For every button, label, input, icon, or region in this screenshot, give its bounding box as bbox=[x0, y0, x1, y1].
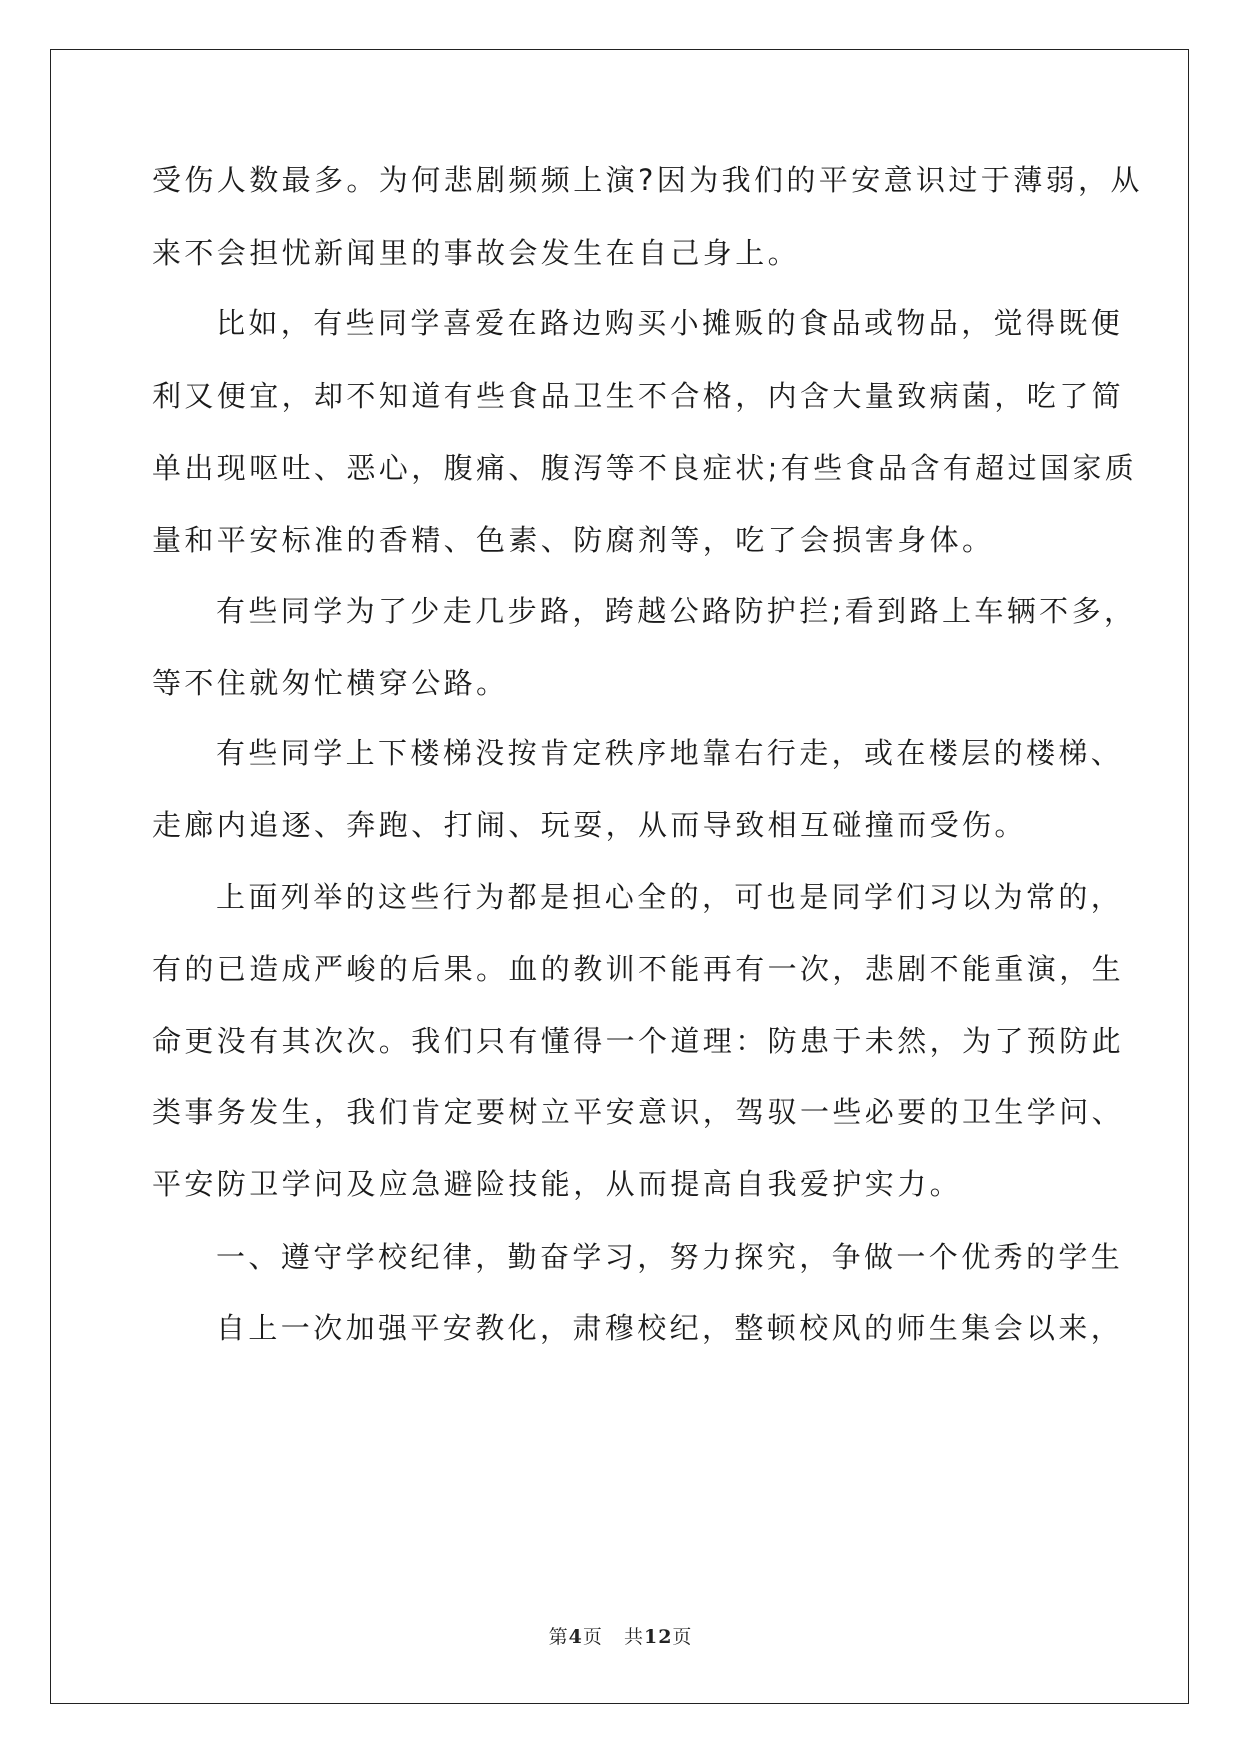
text-line: 一、遵守学校纪律，勤奋学习，努力探究，争做一个优秀的学生 bbox=[216, 1240, 1124, 1274]
text-line: 平安防卫学问及应急避险技能，从而提高自我爱护实力。 bbox=[152, 1167, 963, 1201]
page-border bbox=[50, 49, 1189, 1704]
text-line: 自上一次加强平安教化，肃穆校纪，整顿校风的师生集会以来， bbox=[216, 1311, 1124, 1345]
total-suffix: 页 bbox=[672, 1626, 693, 1648]
page-footer bbox=[0, 1622, 1241, 1649]
text-line: 上面列举的这些行为都是担心全的，可也是同学们习以为常的， bbox=[216, 880, 1124, 914]
text-line: 等不住就匆忙横穿公路。 bbox=[152, 666, 509, 700]
text-line: 有的已造成严峻的后果。血的教训不能再有一次，悲剧不能重演，生 bbox=[152, 952, 1125, 986]
text-line: 有些同学上下楼梯没按肯定秩序地靠右行走，或在楼层的楼梯、 bbox=[216, 736, 1124, 770]
page-number: 4 bbox=[568, 1626, 583, 1648]
text-line: 有些同学为了少走几步路，跨越公路防护拦;看到路上车辆不多， bbox=[216, 594, 1137, 628]
text-line: 类事务发生，我们肯定要树立平安意识，驾驭一些必要的卫生学问、 bbox=[152, 1095, 1125, 1129]
text-line: 比如，有些同学喜爱在路边购买小摊贩的食品或物品，觉得既便 bbox=[216, 306, 1124, 340]
text-line: 单出现呕吐、恶心，腹痛、腹泻等不良症状;有些食品含有超过国家质 bbox=[152, 451, 1138, 485]
page-prefix: 第 bbox=[548, 1626, 569, 1648]
text-line: 受伤人数最多。为何悲剧频频上演?因为我们的平安意识过于薄弱，从 bbox=[152, 163, 1143, 197]
total-pages: 12 bbox=[643, 1626, 673, 1648]
total-prefix: 共 bbox=[623, 1626, 644, 1648]
text-line: 走廊内追逐、奔跑、打闹、玩耍，从而导致相互碰撞而受伤。 bbox=[152, 808, 1027, 842]
text-line: 命更没有其次次。我们只有懂得一个道理：防患于未然，为了预防此 bbox=[152, 1024, 1125, 1058]
page-suffix: 页 bbox=[582, 1626, 603, 1648]
text-line: 利又便宜，却不知道有些食品卫生不合格，内含大量致病菌，吃了简 bbox=[152, 379, 1125, 413]
text-line: 量和平安标准的香精、色素、防腐剂等，吃了会损害身体。 bbox=[152, 523, 995, 557]
text-line: 来不会担忧新闻里的事故会发生在自己身上。 bbox=[152, 236, 801, 270]
